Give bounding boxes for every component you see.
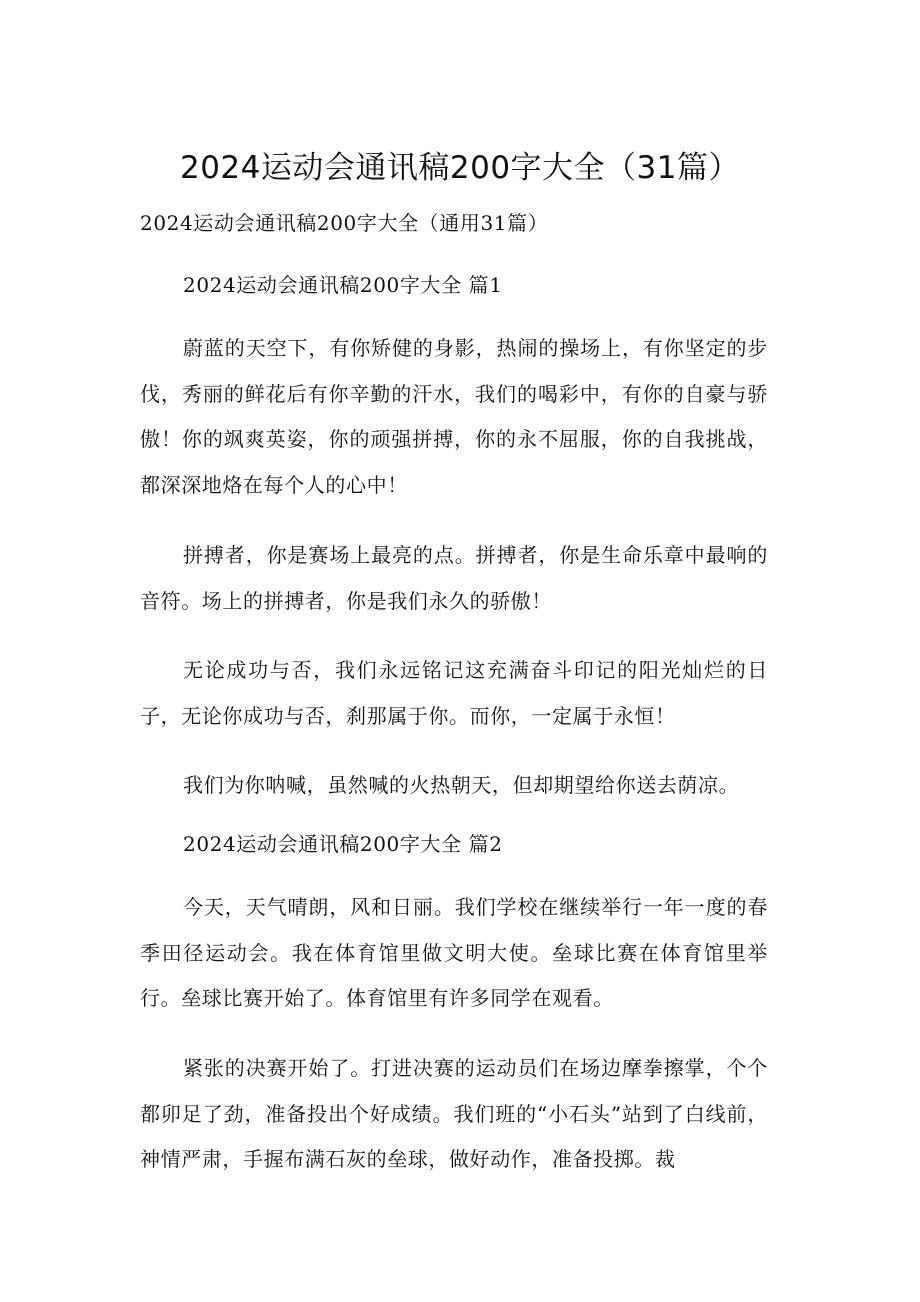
section-1-paragraph-1: 蔚蓝的天空下，有你矫健的身影，热闹的操场上，有你坚定的步伐，秀丽的鲜花后有你辛勤的汗水，我们的喝彩中，有你的自豪与骄傲！你的飒爽英姿，你的顽强拼搏，你的永不屈服，你的自我挑战，都深深地烙在每个人的心中！ bbox=[140, 336, 768, 497]
section-heading-2: 2024运动会通讯稿200字大全 篇2 bbox=[183, 832, 503, 856]
section-2-paragraph-2: 紧张的决赛开始了。打进决赛的运动员们在场边摩拳擦掌，个个都卯足了劲，准备投出个好成绩。我们班的“小石头”站到了白线前，神情严肃，手握布满石灰的垒球，做好动作，准备投掷。裁 bbox=[140, 1056, 768, 1171]
section-1-paragraph-4: 我们为你呐喊，虽然喊的火热朝天，但却期望给你送去荫凉。 bbox=[183, 773, 740, 797]
document-subtitle: 2024运动会通讯稿200字大全（通用31篇） bbox=[140, 211, 549, 235]
section-heading-1: 2024运动会通讯稿200字大全 篇1 bbox=[183, 273, 503, 297]
section-2-paragraph-1: 今天，天气晴朗，风和日丽。我们学校在继续举行一年一度的春季田径运动会。我在体育馆里做文明大使。垒球比赛在体育馆里举行。垒球比赛开始了。体育馆里有许多同学在观看。 bbox=[140, 895, 768, 1010]
document-title: 2024运动会通讯稿200字大全（31篇） bbox=[179, 150, 740, 186]
section-1-paragraph-3: 无论成功与否，我们永远铭记这充满奋斗印记的阳光灿烂的日子，无论你成功与否，刹那属于你。而你，一定属于永恒！ bbox=[140, 658, 768, 728]
section-1-paragraph-2: 拼搏者，你是赛场上最亮的点。拼搏者，你是生命乐章中最响的音符。场上的拼搏者，你是我们永久的骄傲！ bbox=[140, 543, 768, 613]
